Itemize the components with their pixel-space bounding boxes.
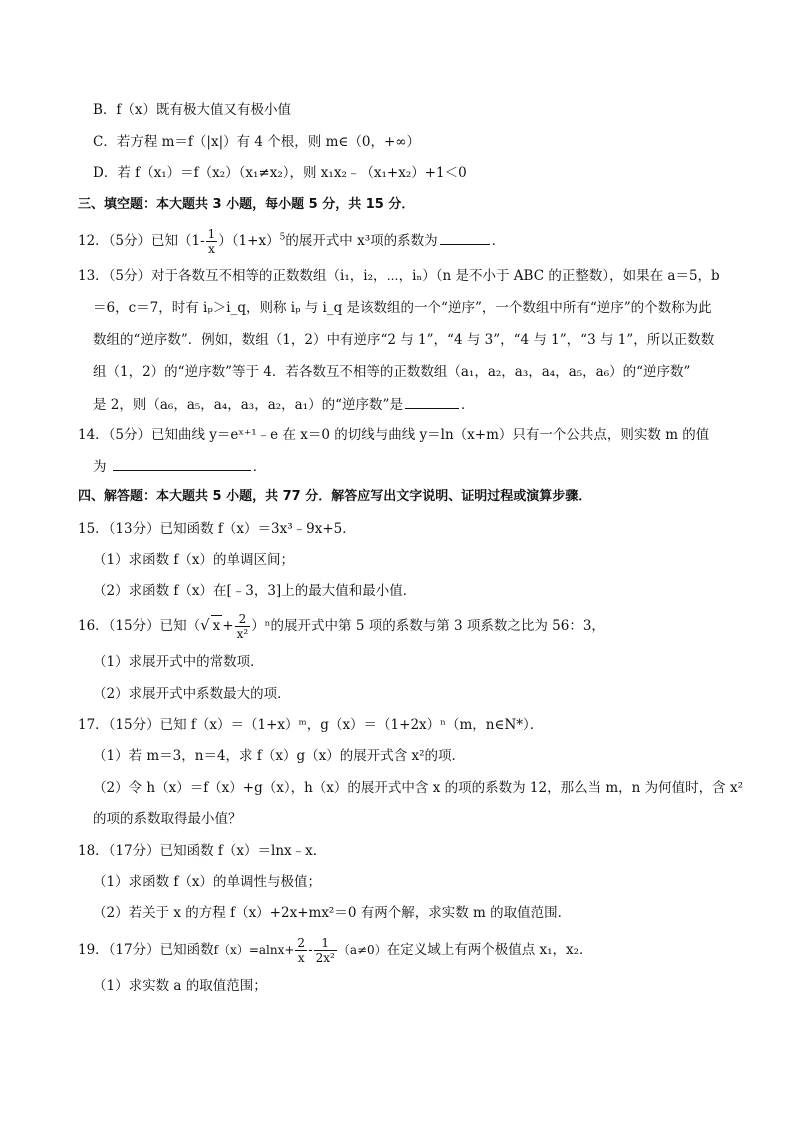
q17-line-1: 17．（15分）已知 f（x）＝（1+x）ᵐ，g（x）＝（1+2x）ⁿ（m，n∈N*）． xyxy=(78,717,544,733)
q14-end: ． xyxy=(252,459,267,475)
q19-fraction-1 xyxy=(295,936,307,965)
q16-frac-num: 2 xyxy=(235,612,251,627)
q12-exp: 5 xyxy=(279,232,286,243)
q13-line-4: 组（1，2）的“逆序数”等于 4．若各数互不相等的正数数组（a₁，a₂，a₃，a₄，a₅，a₆）的“逆序数” xyxy=(93,364,691,380)
q13-line-2: ＝6，c＝7，时有 iₚ＞i_q，则称 iₚ 与 i_q 是该数组的一个“逆序”，一个数组中所有“逆序”的个数称为此 xyxy=(93,300,712,316)
q12-answer-blank[interactable] xyxy=(440,230,490,245)
q14-line-2-text: 为 xyxy=(93,459,107,475)
q13-end: ． xyxy=(460,397,475,413)
q19-post: 在定义域上有两个极值点 x₁，x₂． xyxy=(386,942,593,958)
q16-fraction xyxy=(235,612,251,641)
q15-sub-2: （2）求函数 f（x）在[﹣3，3]上的最大值和最小值． xyxy=(93,583,417,599)
q19-fraction-2 xyxy=(314,936,337,965)
q12-end: ． xyxy=(491,233,506,249)
q11-option-d: D．若 f（x₁）＝f（x₂）（x₁≠x₂），则 x₁x₂﹣（x₁+x₂）+1＜0 xyxy=(93,165,467,181)
q19-frac1-num: 2 xyxy=(297,936,306,950)
q12-pre: 12．（5分）已知（1- xyxy=(78,233,205,249)
q19-frac2-den: 2x² xyxy=(315,951,335,965)
q14-answer-blank[interactable] xyxy=(113,456,251,471)
q13-line-5 xyxy=(93,394,474,415)
q11-option-c: C．若方程 m＝f（|x|）有 4 个根，则 m∈（0，+∞） xyxy=(93,134,421,150)
q14-line-1: 14．（5分）已知曲线 y＝eˣ⁺¹﹣e 在 x＝0 的切线与曲线 y＝ln（x+m）只有一个公共点，则实数 m 的值 xyxy=(78,427,710,443)
q12-frac-den: x xyxy=(208,242,215,256)
q16-sqrt: x xyxy=(211,615,223,636)
q13-line-5-text: 是 2，则（a₆，a₅，a₄，a₃，a₂，a₁）的“逆序数”是 xyxy=(93,397,403,413)
q16-post: ）ⁿ的展开式中第 5 项的系数与第 3 项系数之比为 56：3， xyxy=(251,618,605,634)
q16-pre: 16．（15分）已知（ xyxy=(78,618,201,634)
q19-frac1-den: x xyxy=(297,951,305,965)
q19-func: f（x）=alnx+ xyxy=(213,943,295,957)
q17-sub-2b: 的项的系数取得最小值？ xyxy=(93,811,242,827)
q12-post: 的展开式中 x³项的系数为 xyxy=(285,233,438,249)
q19-minus: - xyxy=(308,942,313,958)
q13-answer-blank[interactable] xyxy=(405,394,459,409)
q14-line-2 xyxy=(93,456,266,477)
q15-line-1: 15．（13分）已知函数 f（x）＝3x³﹣9x+5． xyxy=(78,521,356,537)
q16-frac-den: x² xyxy=(236,627,249,641)
q17-sub-2a: （2）令 h（x）＝f（x）+g（x），h（x）的展开式中含 x 的项的系数为 12，那么当 m，n 为何值时，含 x² xyxy=(93,780,743,796)
section-3-heading: 三、填空题：本大题共 3 小题，每小题 5 分，共 15 分． xyxy=(78,197,415,212)
q18-sub-1: （1）求函数 f（x）的单调性与极值； xyxy=(93,874,321,890)
q19-frac2-num: 1 xyxy=(314,936,337,951)
q16-sub-2: （2）求展开式中系数最大的项． xyxy=(93,686,291,702)
q19-pre: 19．（17分）已知函数 xyxy=(78,942,214,958)
q11-option-b: B．f（x）既有极大值又有极小值 xyxy=(93,102,292,118)
q12-frac-num: 1 xyxy=(207,227,216,241)
question-16: 16．（15分）已知（√ x + $\frac{2}{\text{x²}}$ ）ⁿ的展开式中第 5 项的系数与第 3 项系数之比为 56：3， xyxy=(78,612,605,641)
q17-sub-1: （1）若 m＝3，n＝4，求 f（x）g（x）的展开式含 x²的项． xyxy=(93,748,466,764)
q19-sub-1: （1）求实数 a 的取值范围； xyxy=(93,978,267,994)
q13-line-1: 13．（5分）对于各数互不相等的正数数组（i₁，i₂，⋯，iₙ）（n 是不小于 ABC 的正整数），如果在 a＝5，b xyxy=(78,268,720,284)
question-12 xyxy=(78,227,505,256)
question-19 xyxy=(78,936,593,965)
q12-fraction xyxy=(206,227,218,256)
q16-sub-1: （1）求展开式中的常数项． xyxy=(93,654,264,670)
q16-plus: + xyxy=(222,618,234,634)
q18-sub-2: （2）若关于 x 的方程 f（x）+2x+mx²＝0 有两个解，求实数 m 的取值范围． xyxy=(93,905,572,921)
q18-line-1: 18．（17分）已知函数 f（x）＝lnx﹣x． xyxy=(78,843,327,859)
q19-cond: （a≠0） xyxy=(337,943,387,957)
q15-sub-1: （1）求函数 f（x）的单调区间； xyxy=(93,552,294,568)
q13-line-3: 数组的“逆序数”．例如，数组（1，2）中有逆序“2 与 1”，“4 与 3”，“4 与 1”，“3 与 1”，所以正数数 xyxy=(93,332,715,348)
section-4-heading: 四、解答题：本大题共 5 小题，共 77 分．解答应写出文字说明、证明过程或演算步骤． xyxy=(78,489,592,504)
q12-mid: ）（1+x） xyxy=(218,233,280,249)
